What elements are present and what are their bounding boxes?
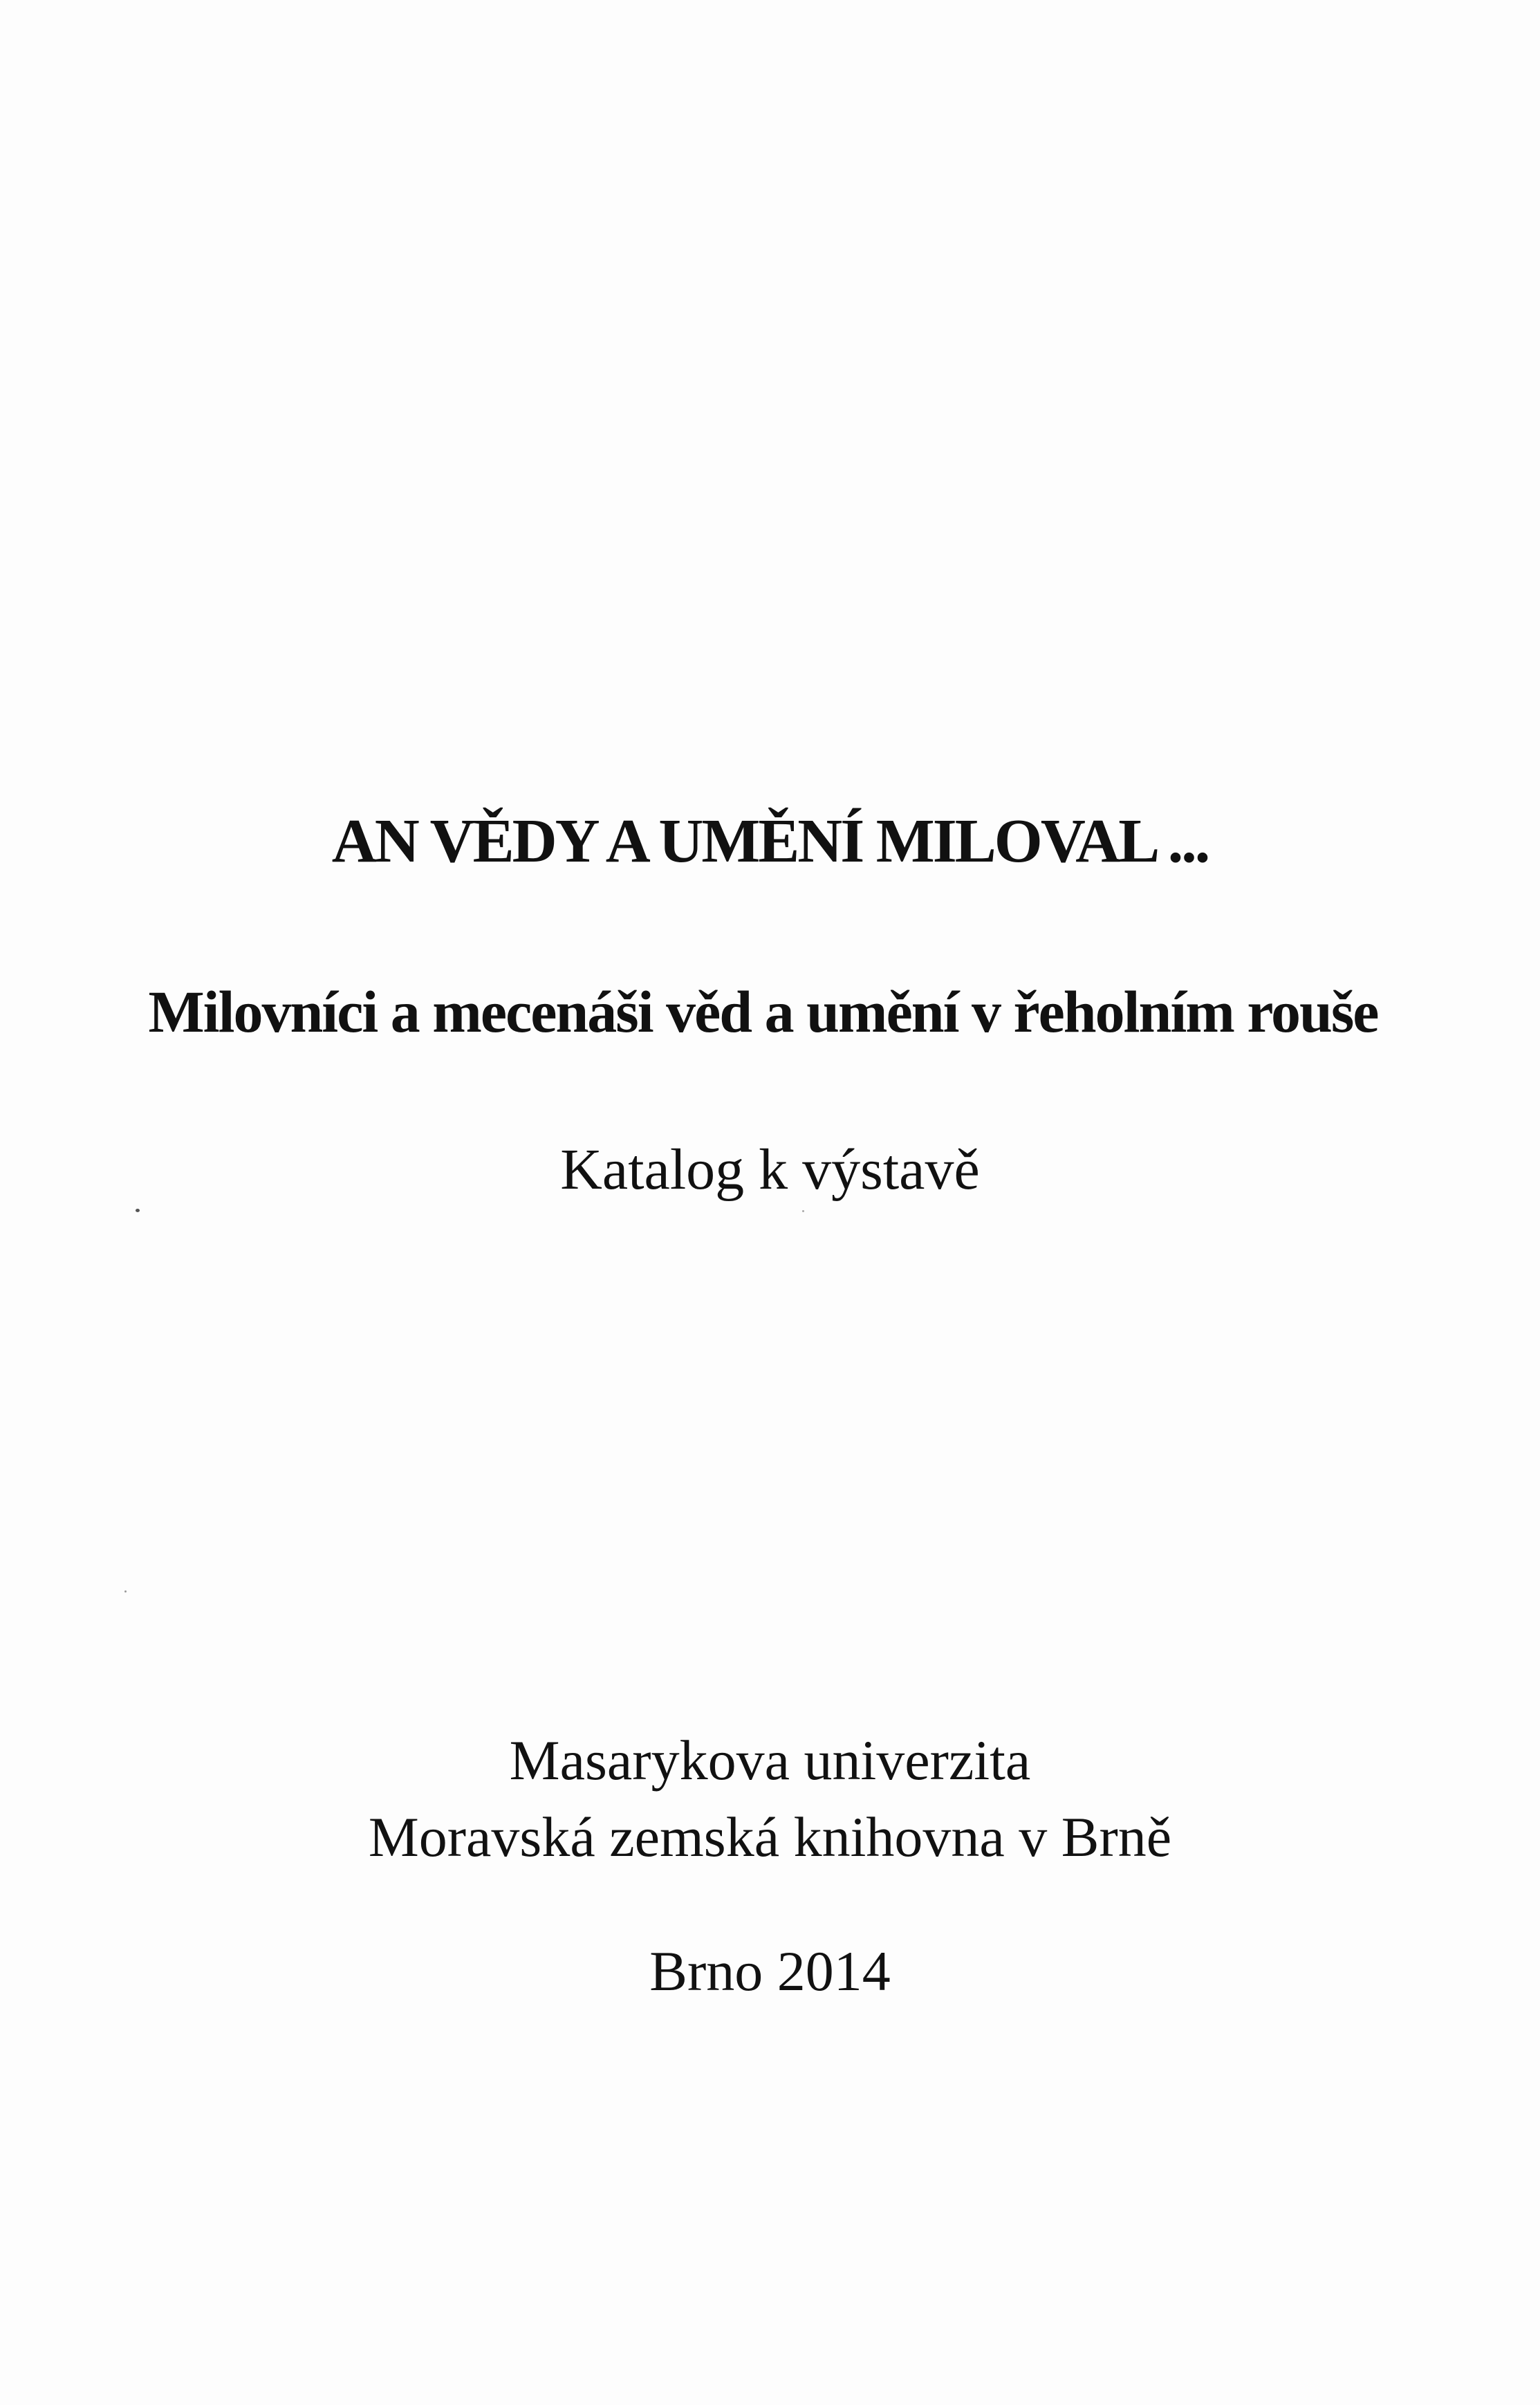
catalog-label: Katalog k výstavě	[560, 1138, 980, 1202]
place-and-year: Brno 2014	[649, 1940, 891, 2003]
scan-speck	[124, 1590, 127, 1593]
scan-speck	[802, 1210, 804, 1212]
scan-speck	[136, 1209, 140, 1212]
subtitle: Milovníci a mecenáši věd a umění v řeholním rouše	[148, 978, 1378, 1045]
publisher-line-1: Masarykova univerzita	[509, 1729, 1031, 1792]
publisher-line-2: Moravská zemská knihovna v Brně	[368, 1805, 1172, 1868]
main-title: AN VĚDY A UMĚNÍ MILOVAL ...	[331, 807, 1209, 875]
